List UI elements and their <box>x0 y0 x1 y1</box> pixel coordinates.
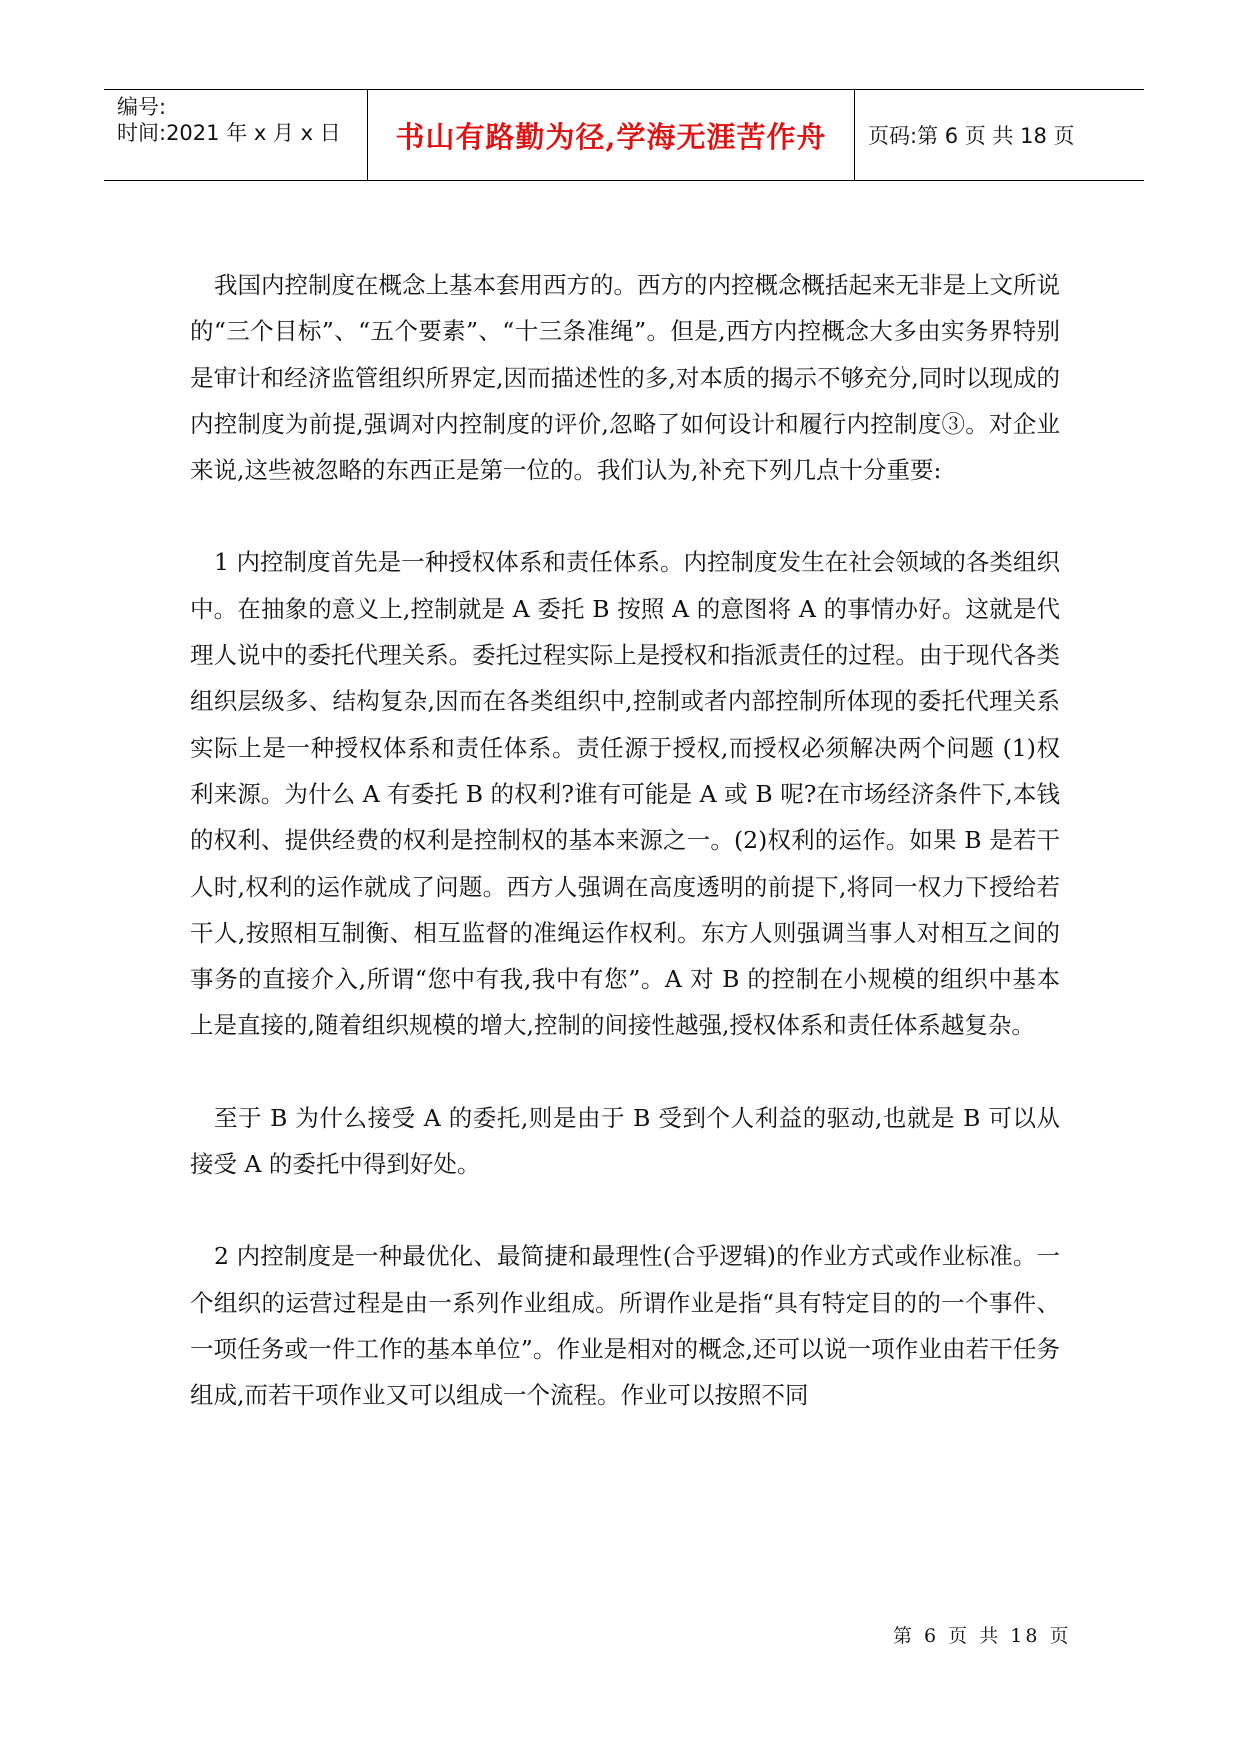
paragraph: 1 内控制度首先是一种授权体系和责任体系。内控制度发生在社会领域的各类组织中。在抽象的意义上,控制就是 A 委托 B 按照 A 的意图将 A 的事情办好。这就是代理人说中的委托代理关系。委托过程实际上是授权和指派责任的过程。由于现代各类组织层级多、结构复杂,因而在各类组织中,控制或者内部控制所体现的委托代理关系实际上是一种授权体系和责任体系。责任源于授权,而授权必须解决两个问题 (1)权利来源。为什么 A 有委托 B 的权利?谁有可能是 A 或 B 呢?在市场经济条件下,本钱的权利、提供经费的权利是控制权的基本来源之一。(2)权利的运作。如果 B 是若干人时,权利的运作就成了问题。西方人强调在高度透明的前提下,将同一权力下授给若干人,按照相互制衡、相互监督的准绳运作权利。东方人则强调当事人对相互之间的事务的直接介入,所谓“您中有我,我中有您”。A 对 B 的控制在小规模的组织中基本上是直接的,随着组织规模的增大,控制的间接性越强,授权体系和责任体系越复杂。 <box>190 548 1060 1040</box>
page-footer: 第 6 页 共 18 页 <box>893 1625 1072 1647</box>
date-label: 时间:2021 年 x 月 x 日 <box>117 121 341 145</box>
page-number-label: 页码:第 6 页 共 18 页 <box>868 124 1075 148</box>
header-page-cell <box>855 90 1144 180</box>
serial-number-label: 编号: <box>117 95 167 119</box>
header-meta <box>104 90 368 180</box>
header-motto-cell <box>368 90 855 180</box>
document-body <box>190 262 1060 1419</box>
paragraph: 至于 B 为什么接受 A 的委托,则是由于 B 受到个人利益的驱动,也就是 B 可以从接受 A 的委托中得到好处。 <box>190 1103 1060 1179</box>
document-header <box>104 89 1144 181</box>
motto-text: 书山有路勤为径,学海无涯苦作舟 <box>395 119 827 154</box>
paragraph: 2 内控制度是一种最优化、最简捷和最理性(合乎逻辑)的作业方式或作业标准。一个组织的运营过程是由一系列作业组成。所谓作业是指“具有特定目的的一个事件、一项任务或一件工作的基本单位”。作业是相对的概念,还可以说一项作业由若干任务组成,而若干项作业又可以组成一个流程。作业可以按照不同 <box>190 1242 1060 1410</box>
paragraph: 我国内控制度在概念上基本套用西方的。西方的内控概念概括起来无非是上文所说的“三个目标”、“五个要素”、“十三条准绳”。但是,西方内控概念大多由实务界特别是审计和经济监管组织所界定,因而描述性的多,对本质的揭示不够充分,同时以现成的内控制度为前提,强调对内控制度的评价,忽略了如何设计和履行内控制度③。对企业来说,这些被忽略的东西正是第一位的。我们认为,补充下列几点十分重要: <box>190 271 1060 485</box>
